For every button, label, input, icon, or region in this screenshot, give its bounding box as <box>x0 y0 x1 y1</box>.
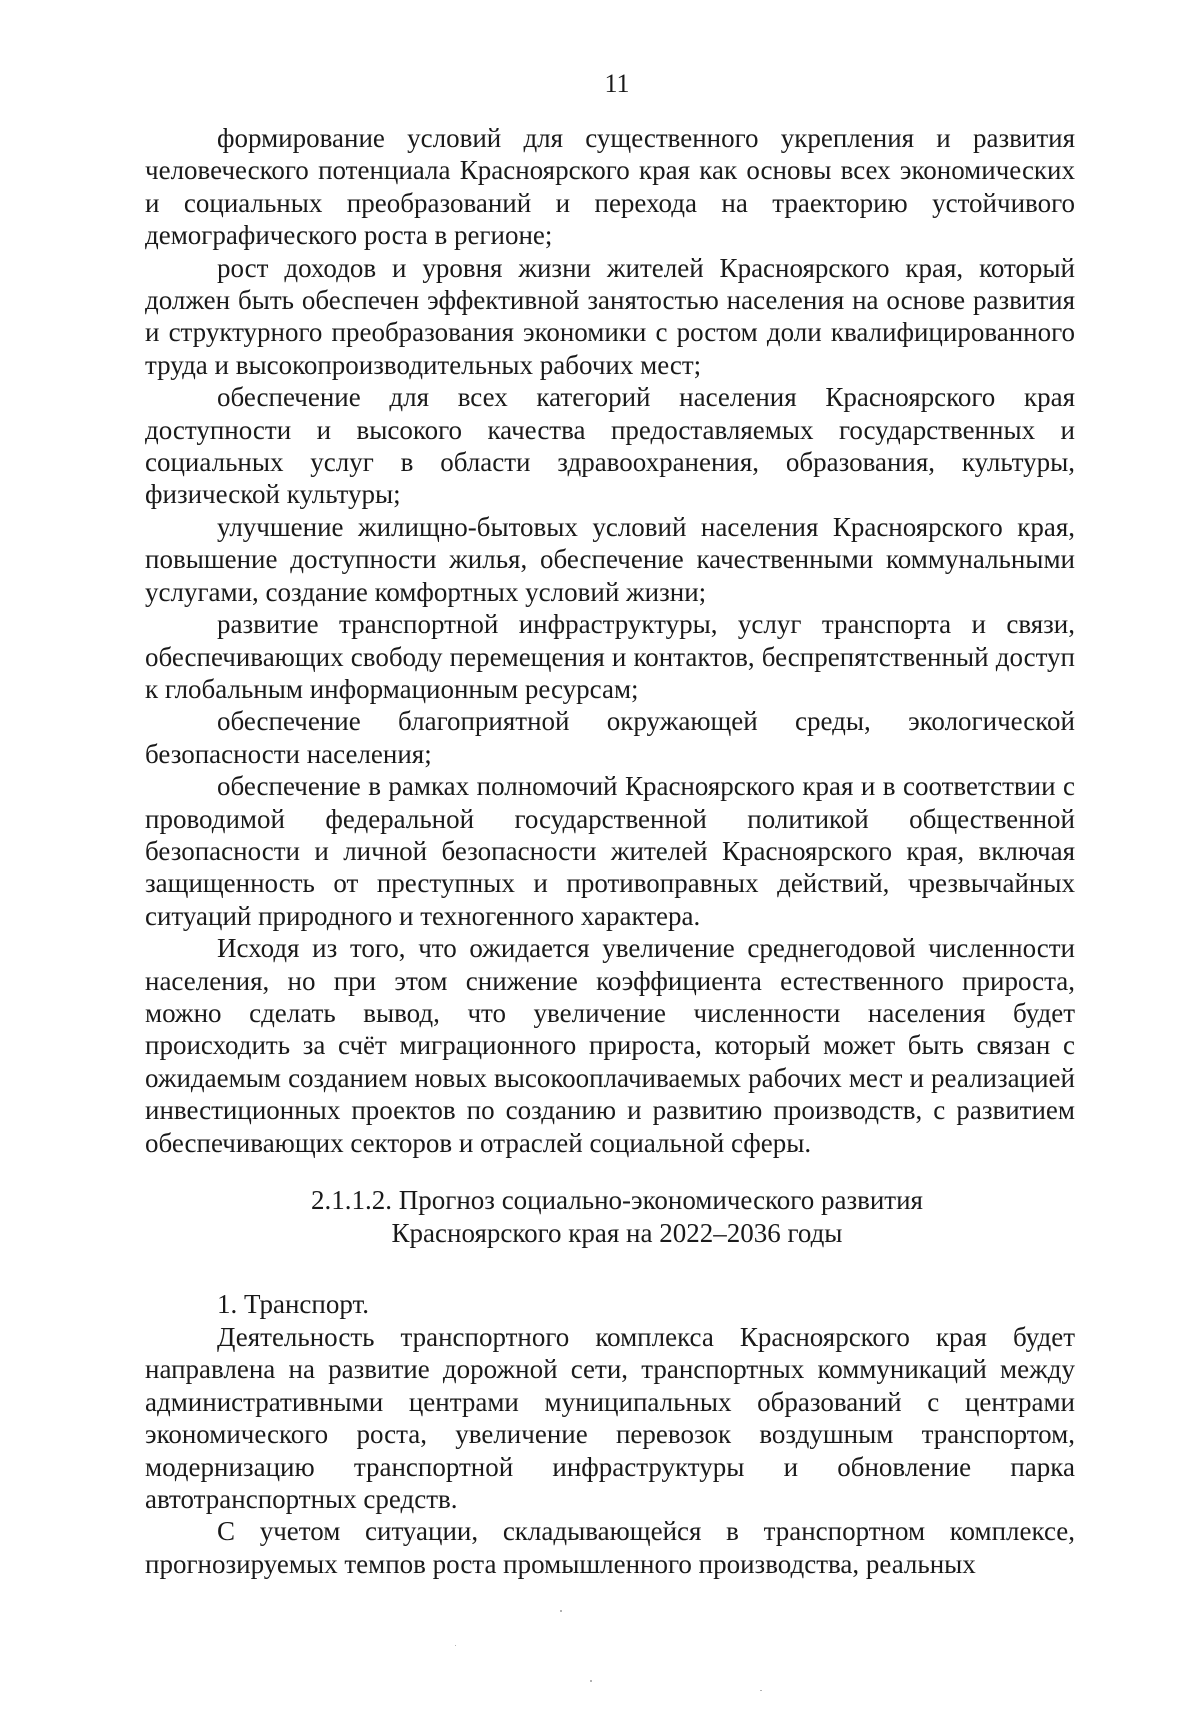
scan-speck <box>560 1610 562 1612</box>
paragraph: формирование условий для существенного укрепления и развития человеческого потенциала Красноярского края как основы всех экономических и социальных преобразований и перехода на траекторию устойчивого демографического роста в регионе; <box>145 123 1075 251</box>
paragraph: улучшение жилищно-бытовых условий населения Красноярского края, повышение доступности жилья, обеспечение качественными коммунальными услугами, создание комфортных условий жизни; <box>145 511 1075 607</box>
paragraph: обеспечение для всех категорий населения Красноярского края доступности и высокого качества предоставляемых государственных и социальных услуг в области здравоохранения, образования, культуры, физической культуры; <box>145 382 1075 510</box>
scan-speck <box>455 1645 456 1646</box>
section-heading-line2: Красноярского края на 2022–2036 годы <box>391 1218 843 1248</box>
paragraph: развитие транспортной инфраструктуры, услуг транспорта и связи, обеспечивающих свободу перемещения и контактов, беспрепятственный доступ к глобальным информационным ресурсам; <box>145 609 1075 704</box>
document-page <box>145 68 1075 1580</box>
paragraph: Деятельность транспортного комплекса Красноярского края будет направлена на развитие дорожной сети, транспортных коммуникаций между административными центрами муниципальных образований с центрами экономического роста, увеличение перевозок воздушным транспортом, модернизацию транспортной инфраструктуры и обновление парка автотранспортных средств. <box>145 1322 1075 1515</box>
paragraph: обеспечение благоприятной окружающей среды, экологической безопасности населения; <box>145 706 1075 769</box>
paragraph: обеспечение в рамках полномочий Красноярского края и в соответствии с проводимой федеральной государственной политикой общественной безопасности и личной безопасности жителей Красноярского края, включая защищенность от преступных и противоправных действий, чрезвычайных ситуаций природного и техногенного характера. <box>145 771 1075 931</box>
subheading-transport: 1. Транспорт. <box>217 1289 369 1319</box>
paragraph: С учетом ситуации, складывающейся в транспортном комплексе, прогнозируемых темпов роста промышленного производства, реальных <box>145 1516 1075 1579</box>
section-heading-line1: 2.1.1.2. Прогноз социально-экономического развития <box>311 1185 923 1215</box>
page-number: 11 <box>604 69 630 98</box>
scan-speck <box>590 1680 592 1682</box>
paragraph: Исходя из того, что ожидается увеличение среднегодовой численности населения, но при этом снижение коэффициента естественного прироста, можно сделать вывод, что увеличение численности населения будет происходить за счёт миграционного прироста, который может быть связан с ожидаемым созданием новых высокооплачиваемых рабочих мест и реализацией инвестиционных проектов по созданию и развитию производств, с развитием обеспечивающих секторов и отраслей социальной сферы. <box>145 933 1075 1158</box>
section-heading <box>145 1184 1075 1250</box>
paragraph: рост доходов и уровня жизни жителей Красноярского края, который должен быть обеспечен эффективной занятостью населения на основе развития и структурного преобразования экономики с ростом доли квалифицированного труда и высокопроизводительных рабочих мест; <box>145 252 1075 380</box>
scan-speck <box>760 1690 762 1691</box>
